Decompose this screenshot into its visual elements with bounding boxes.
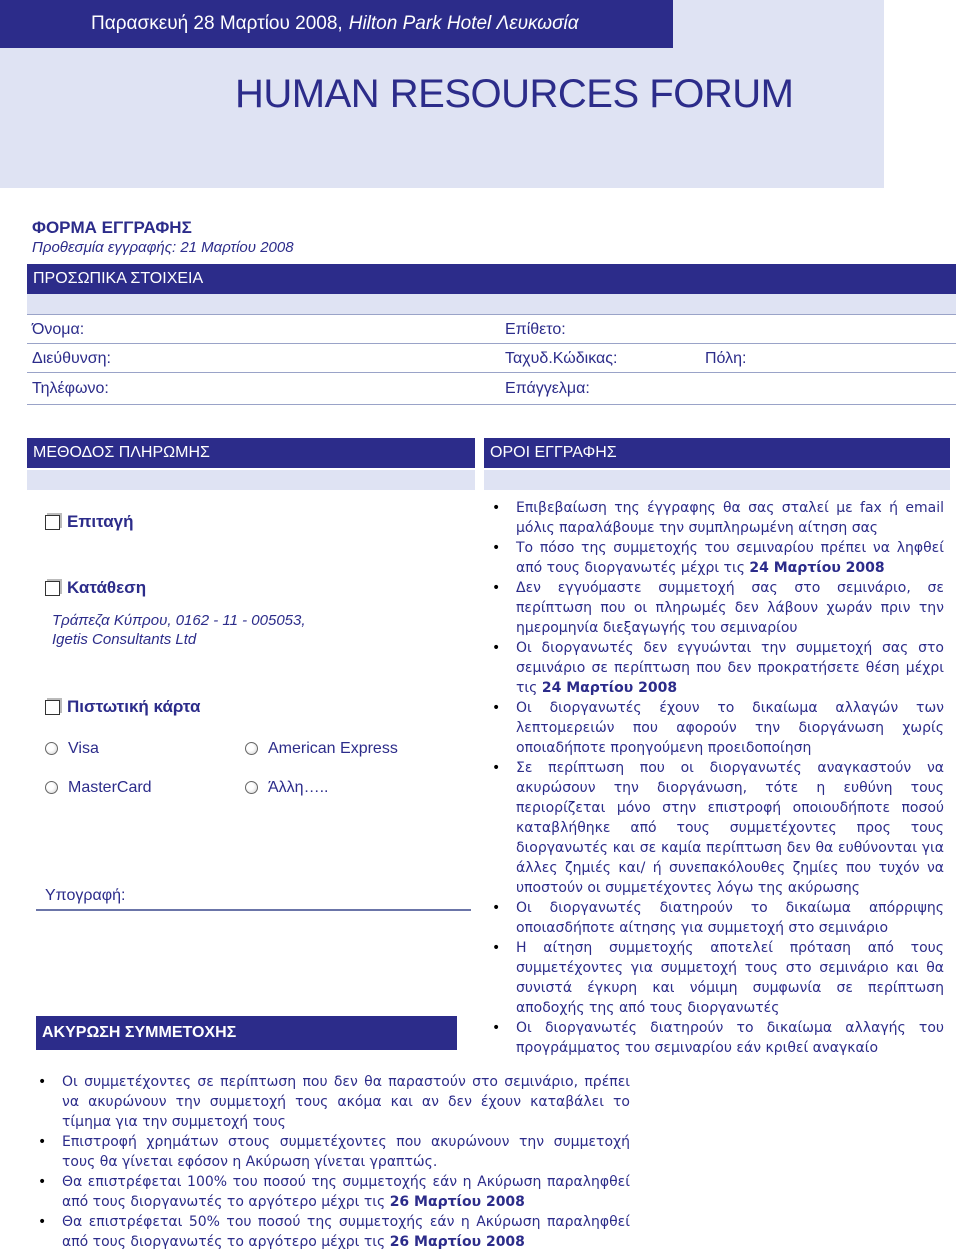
bank-details [52,611,306,649]
phone-field-line[interactable] [27,404,956,405]
cancellation-text: Οι συμμετέχοντες σε περίπτωση που δεν θα παραστούν στο σεμινάριο, πρέπει να ακυρώνουν την συμμετοχή τους ακόμα και αν δεν έχουν καταβάλει το τίμημα για την συμμετοχή τους [62,1074,630,1130]
cancellation-item [38,1212,630,1252]
event-date-bar [0,0,673,48]
term-item [492,578,944,638]
term-text: Το πόσο της συμμετοχής του σεμιναρίου πρέπει να ληφθεί από τους διοργανωτές μέχρι τις [516,540,944,576]
credit-card-checkbox[interactable] [45,700,60,715]
cancellation-text: Θα επιστρέφεται 50% του ποσού της συμμετοχής εάν η Ακύρωση παραληφθεί από τους διοργανωτές το αργότερο μέχρι τις [62,1214,630,1250]
deposit-label: Κατάθεση [67,578,147,597]
cancellation-text: Θα επιστρέφεται 100% του ποσού της συμμετοχής εάν η Ακύρωση παραληφθεί από τους διοργανωτές το αργότερο μέχρι τις [62,1174,630,1210]
name-label: Όνομα: [32,321,85,338]
cheque-checkbox[interactable] [45,515,60,530]
term-text: Οι διοργανωτές διατηρούν το δικαίωμα απόρριψης οποιασδήποτε αίτησης για συμμετοχή στο σεμινάριο [516,900,944,936]
phone-label: Τηλέφωνο: [32,380,109,397]
credit-card-label: Πιστωτική κάρτα [67,697,201,716]
personal-details-heading [27,264,956,294]
cancellation-list [38,1072,630,1252]
bank-account: Τράπεζα Κύπρου, 0162 - 11 - 005053, [52,612,306,629]
term-date: 24 Μαρτίου 2008 [749,560,885,576]
term-item [492,758,944,898]
term-text: Οι διοργανωτές έχουν το δικαίωμα αλλαγών των λεπτομερειών που αφορούν την διοργάνωση χωρίς οποιαδήποτε προηγούμενη προειδοποίηση [516,700,944,756]
personal-details-band [27,294,956,314]
cancellation-text: Επιστροφή χρημάτων στους συμμετέχοντες που ακυρώνουν την συμμετοχή τους θα γίνεται εφόσον η Ακύρωση γίνεται γραπτώς. [62,1134,630,1170]
terms-heading-label: ΟΡΟΙ ΕΓΓΡΑΦΗΣ [490,444,617,461]
term-item [492,698,944,758]
term-date: 24 Μαρτίου 2008 [541,680,678,696]
payment-band [27,470,475,490]
other-card-option[interactable] [245,779,328,797]
visa-label: Visa [68,740,99,757]
amex-radio[interactable] [245,742,258,755]
cancellation-heading-label: ΑΚΥΡΩΣΗ ΣΥΜΜΕΤΟΧΗΣ [42,1024,237,1041]
city-label: Πόλη: [705,350,747,367]
event-title: HUMAN RESOURCES FORUM [235,72,794,116]
cancellation-heading [36,1016,457,1050]
term-item [492,938,944,1018]
mastercard-radio[interactable] [45,781,58,794]
term-item [492,1018,944,1058]
other-card-radio[interactable] [245,781,258,794]
terms-heading [484,438,950,468]
bank-beneficiary: Igetis Consultants Ltd [52,631,197,648]
payment-method-heading-label: ΜΕΘΟΔΟΣ ΠΛΗΡΩΜΗΣ [33,444,210,461]
credit-card-option[interactable] [45,697,201,717]
postcode-label: Ταχυδ.Κώδικας: [505,350,618,367]
cancellation-item [38,1072,630,1132]
cancellation-item [38,1172,630,1212]
surname-label: Επίθετο: [505,321,566,338]
registration-deadline: Προθεσμία εγγραφής: 21 Μαρτίου 2008 [32,239,294,256]
term-text: Η αίτηση συμμετοχής αποτελεί πρόταση από τους συμμετέχοντες για συμμετοχή τους στο σεμινάριο και θα συνιστά έγκυρη και νόμιμη συμφωνία σε περίπτωση αποδοχής της από τους διοργανωτές [516,940,944,1016]
term-text: Σε περίπτωση που οι διοργανωτές αναγκαστούν να ακυρώσουν την διοργάνωση, τότε η ευθύνη τους περιορίζεται μόνο στην επιστροφή οποιουδήποτε ποσού καταβλήθηκε από τους συμμετέχοντες προς τους διοργανωτές και σε καμία περίπτωση δεν θα ευθύνονται για άλλες ζημιές και/ ή συνεπακόλουθες ζημίες που τυχόν να υποστούν οι συμμετέχοντες λόγω της ακύρωσης [516,760,944,896]
mastercard-option[interactable] [45,779,152,797]
personal-details-heading-label: ΠΡΟΣΩΠΙΚΑ ΣΤΟΙΧΕΙΑ [33,270,204,287]
term-text: Οι διοργανωτές διατηρούν το δικαίωμα αλλαγής του προγράμματος του σεμιναρίου εάν κριθεί αναγκαίο [516,1020,944,1056]
form-title: ΦΟΡΜΑ ΕΓΓΡΑΦΗΣ [32,218,192,237]
amex-option[interactable] [245,740,398,758]
term-text: Οι διοργανωτές δεν εγγυώνται την συμμετοχή σας στο σεμινάριο σε περίπτωση που δεν προκρατήσετε θέση μέχρι τις [516,640,944,696]
cancellation-date: 26 Μαρτίου 2008 [389,1194,525,1210]
other-card-label: Άλλη….. [268,779,329,796]
event-venue: Hilton Park Hotel Λευκωσία [348,13,579,34]
field-rule [27,314,956,315]
deposit-checkbox[interactable] [45,581,60,596]
cheque-option[interactable] [45,512,133,532]
cancellation-item [38,1132,630,1172]
term-item [492,498,944,538]
signature-label: Υπογραφή: [45,887,126,904]
profession-label: Επάγγελμα: [505,380,590,397]
term-text: Δεν εγγυόμαστε συμμετοχή σας στο σεμινάριο, σε περίπτωση που οι πληρωμές δεν λάβουν χωράν πριν την ημερομηνία διεξαγωγής του σεμιναρίου [516,580,944,636]
name-field-line[interactable] [27,343,956,344]
signature-line[interactable] [36,909,471,911]
visa-option[interactable] [45,740,99,758]
address-field-line[interactable] [27,372,956,373]
terms-band [484,470,950,490]
terms-list [492,498,944,1058]
cancellation-date: 26 Μαρτίου 2008 [389,1234,525,1250]
payment-method-heading [27,438,475,468]
term-text: Επιβεβαίωση της έγγραφης θα σας σταλεί με fax ή email μόλις παραλάβουμε την συμπληρωμένη αίτηση σας [516,500,944,536]
term-item [492,898,944,938]
address-label: Διεύθυνση: [32,350,111,367]
visa-radio[interactable] [45,742,58,755]
term-item [492,538,944,578]
term-item [492,638,944,698]
cheque-label: Επιταγή [67,512,134,531]
event-date: Παρασκευή 28 Μαρτίου 2008, [91,13,343,34]
deposit-option[interactable] [45,578,146,598]
mastercard-label: MasterCard [68,779,152,796]
amex-label: American Express [268,740,398,757]
